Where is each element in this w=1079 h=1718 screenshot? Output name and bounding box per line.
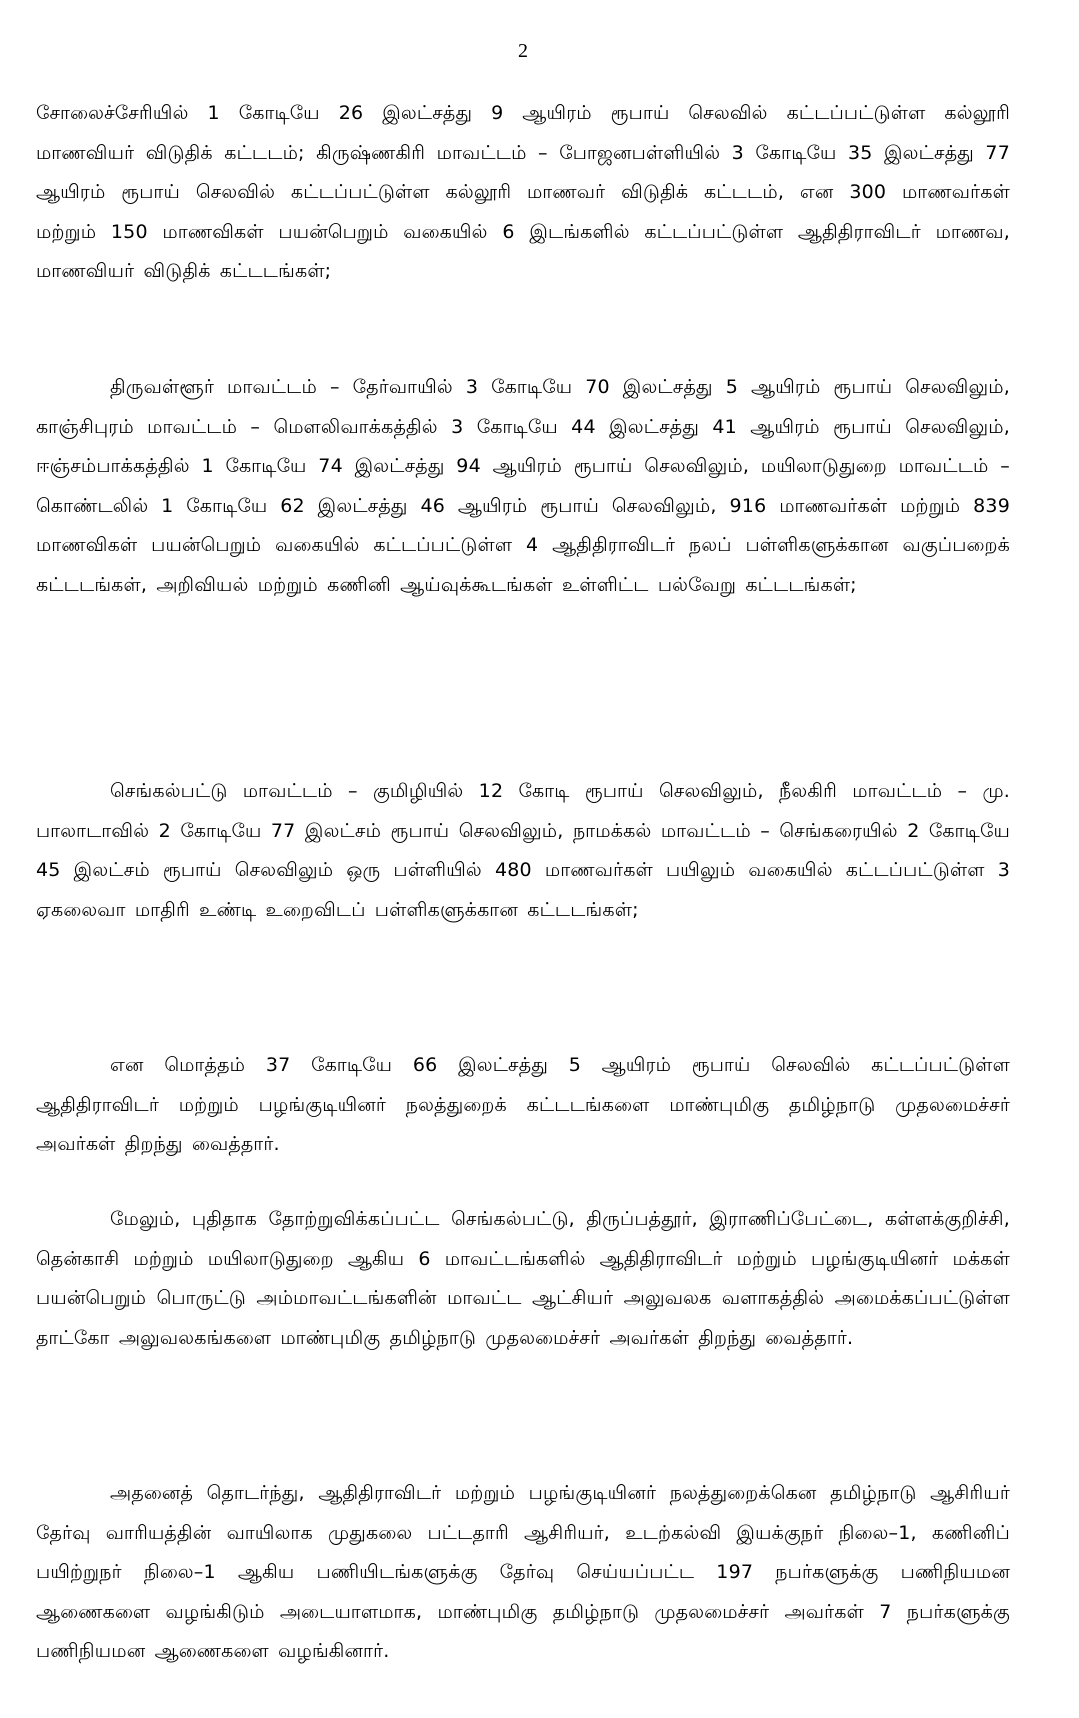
page-number: 2 (518, 40, 528, 62)
paragraph-eklavya-schools: செங்கல்பட்டு மாவட்டம் – குமிழியில் 12 கோடி ரூபாய் செலவிலும், நீலகிரி மாவட்டம் – மு. பாலாடாவில் 2 கோடியே 77 இலட்சம் ரூபாய் செலவிலும், நாமக்கல் மாவட்டம் – செங்கரையில் 2 கோடியே 45 இலட்சம் ரூபாய் செலவிலும் ஒரு பள்ளியில் 480 மாணவர்கள் பயிலும் வகையில் கட்டப்பட்டுள்ள 3 ஏகலைவா மாதிரி உண்டி உறைவிடப் பள்ளிகளுக்கான கட்டடங்கள்; (36, 780, 1010, 921)
paragraph-school-classrooms: திருவள்ளூர் மாவட்டம் – தேர்வாயில் 3 கோடியே 70 இலட்சத்து 5 ஆயிரம் ரூபாய் செலவிலும், காஞ்சிபுரம் மாவட்டம் – மௌலிவாக்கத்தில் 3 கோடியே 44 இலட்சத்து 41 ஆயிரம் ரூபாய் செலவிலும், ஈஞ்சம்பாக்கத்தில் 1 கோடியே 74 இலட்சத்து 94 ஆயிரம் ரூபாய் செலவிலும், மயிலாடுதுறை மாவட்டம் – கொண்டலில் 1 கோடியே 62 இலட்சத்து 46 ஆயிரம் ரூபாய் செலவிலும், 916 மாணவர்கள் மற்றும் 839 மாணவிகள் பயன்பெறும் வகையில் கட்டப்பட்டுள்ள 4 ஆதிதிராவிடர் நலப் பள்ளிகளுக்கான வகுப்பறைக் கட்டடங்கள், அறிவியல் மற்றும் கணினி ஆய்வுக்கூடங்கள் உள்ளிட்ட பல்வேறு கட்டடங்கள்; (36, 376, 1010, 596)
paragraph-total-summary: என மொத்தம் 37 கோடியே 66 இலட்சத்து 5 ஆயிரம் ரூபாய் செலவில் கட்டப்பட்டுள்ள ஆதிதிராவிடர் மற்றும் பழங்குடியினர் நலத்துறைக் கட்டடங்களை மாண்புமிகு தமிழ்நாடு முதலமைச்சர் அவர்கள் திறந்து வைத்தார். (36, 1054, 1010, 1156)
paragraph-hostel-buildings: சோலைச்சேரியில் 1 கோடியே 26 இலட்சத்து 9 ஆயிரம் ரூபாய் செலவில் கட்டப்பட்டுள்ள கல்லூரி மாணவியர் விடுதிக் கட்டடம்; கிருஷ்ணகிரி மாவட்டம் – போஜனபள்ளியில் 3 கோடியே 35 இலட்சத்து 77 ஆயிரம் ரூபாய் செலவில் கட்டப்பட்டுள்ள கல்லூரி மாணவர் விடுதிக் கட்டடம், என 300 மாணவர்கள் மற்றும் 150 மாணவிகள் பயன்பெறும் வகையில் 6 இடங்களில் கட்டப்பட்டுள்ள ஆதிதிராவிடர் மாணவ, மாணவியர் விடுதிக் கட்டடங்கள்; (36, 102, 1010, 283)
paragraph-appointment-orders: அதனைத் தொடர்ந்து, ஆதிதிராவிடர் மற்றும் பழங்குடியினர் நலத்துறைக்கென தமிழ்நாடு ஆசிரியர் தேர்வு வாரியத்தின் வாயிலாக முதுகலை பட்டதாரி ஆசிரியர், உடற்கல்வி இயக்குநர் நிலை–1, கணினிப் பயிற்றுநர் நிலை–1 ஆகிய பணியிடங்களுக்கு தேர்வு செய்யப்பட்ட 197 நபர்களுக்கு பணிநியமன ஆணைகளை வழங்கிடும் அடையாளமாக, மாண்புமிகு தமிழ்நாடு முதலமைச்சர் அவர்கள் 7 நபர்களுக்கு பணிநியமன ஆணைகளை வழங்கினார். (36, 1482, 1010, 1663)
paragraph-tahdco-offices: மேலும், புதிதாக தோற்றுவிக்கப்பட்ட செங்கல்பட்டு, திருப்பத்தூர், இராணிப்பேட்டை, கள்ளக்குறிச்சி, தென்காசி மற்றும் மயிலாடுதுறை ஆகிய 6 மாவட்டங்களில் ஆதிதிராவிடர் மற்றும் பழங்குடியினர் மக்கள் பயன்பெறும் பொருட்டு அம்மாவட்டங்களின் மாவட்ட ஆட்சியர் அலுவலக வளாகத்தில் அமைக்கப்பட்டுள்ள தாட்கோ அலுவலகங்களை மாண்புமிகு தமிழ்நாடு முதலமைச்சர் அவர்கள் திறந்து வைத்தார். (36, 1208, 1010, 1349)
